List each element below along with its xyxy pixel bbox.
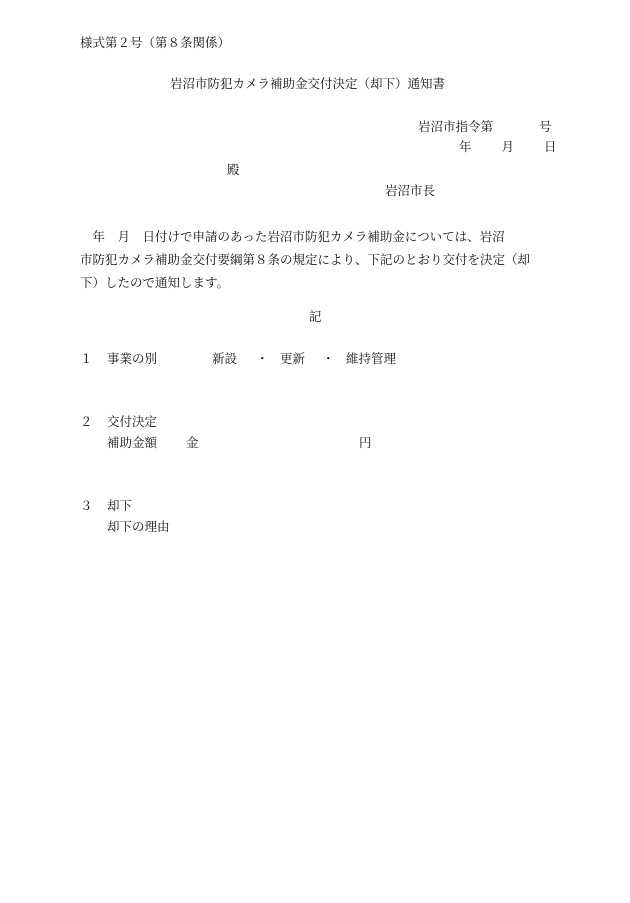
form-number: 様式第２号（第８条関係） [80, 35, 231, 50]
item3-heading: 却下 [107, 498, 133, 513]
rejection-reason-label: 却下の理由 [107, 519, 170, 534]
project-type-option-maintenance: 維持管理 [346, 351, 397, 366]
date-year: 年 [459, 139, 472, 154]
document-number [418, 121, 552, 134]
addressee-honorific: 殿 [227, 162, 240, 177]
item3-number: ３ [80, 498, 93, 513]
item2-number: ２ [80, 414, 93, 429]
project-type-option-new: 新設 [212, 351, 238, 366]
notice-body [80, 225, 552, 294]
document-number-prefix: 岩沼市指令第 [418, 119, 494, 134]
project-type-option-update: 更新 [280, 351, 306, 366]
item2-heading: 交付決定 [107, 414, 158, 429]
body-line: 年 月 日付けで申請のあった岩沼市防犯カメラ補助金については、岩沼 [80, 229, 505, 244]
subsidy-amount-prefix: 金 [186, 435, 199, 450]
option-separator: ・ [256, 351, 269, 366]
document-title: 岩沼市防犯カメラ補助金交付決定（却下）通知書 [170, 76, 446, 91]
item1-heading: 事業の別 [107, 351, 158, 366]
option-separator: ・ [322, 351, 335, 366]
item1-number: １ [80, 351, 93, 366]
subsidy-amount-label: 補助金額 [107, 435, 158, 450]
subsidy-amount-unit: 円 [359, 435, 372, 450]
issue-date [459, 141, 557, 154]
body-line: 市防犯カメラ補助金交付要綱第８条の規定により、下記のとおり交付を決定（却 [80, 252, 531, 267]
issuer-name: 岩沼市長 [385, 183, 436, 198]
ki-heading: 記 [309, 309, 322, 324]
body-line: 下）したので通知します。 [80, 275, 230, 290]
document-number-suffix: 号 [539, 119, 552, 134]
date-month: 月 [501, 139, 515, 154]
date-day: 日 [544, 139, 557, 154]
